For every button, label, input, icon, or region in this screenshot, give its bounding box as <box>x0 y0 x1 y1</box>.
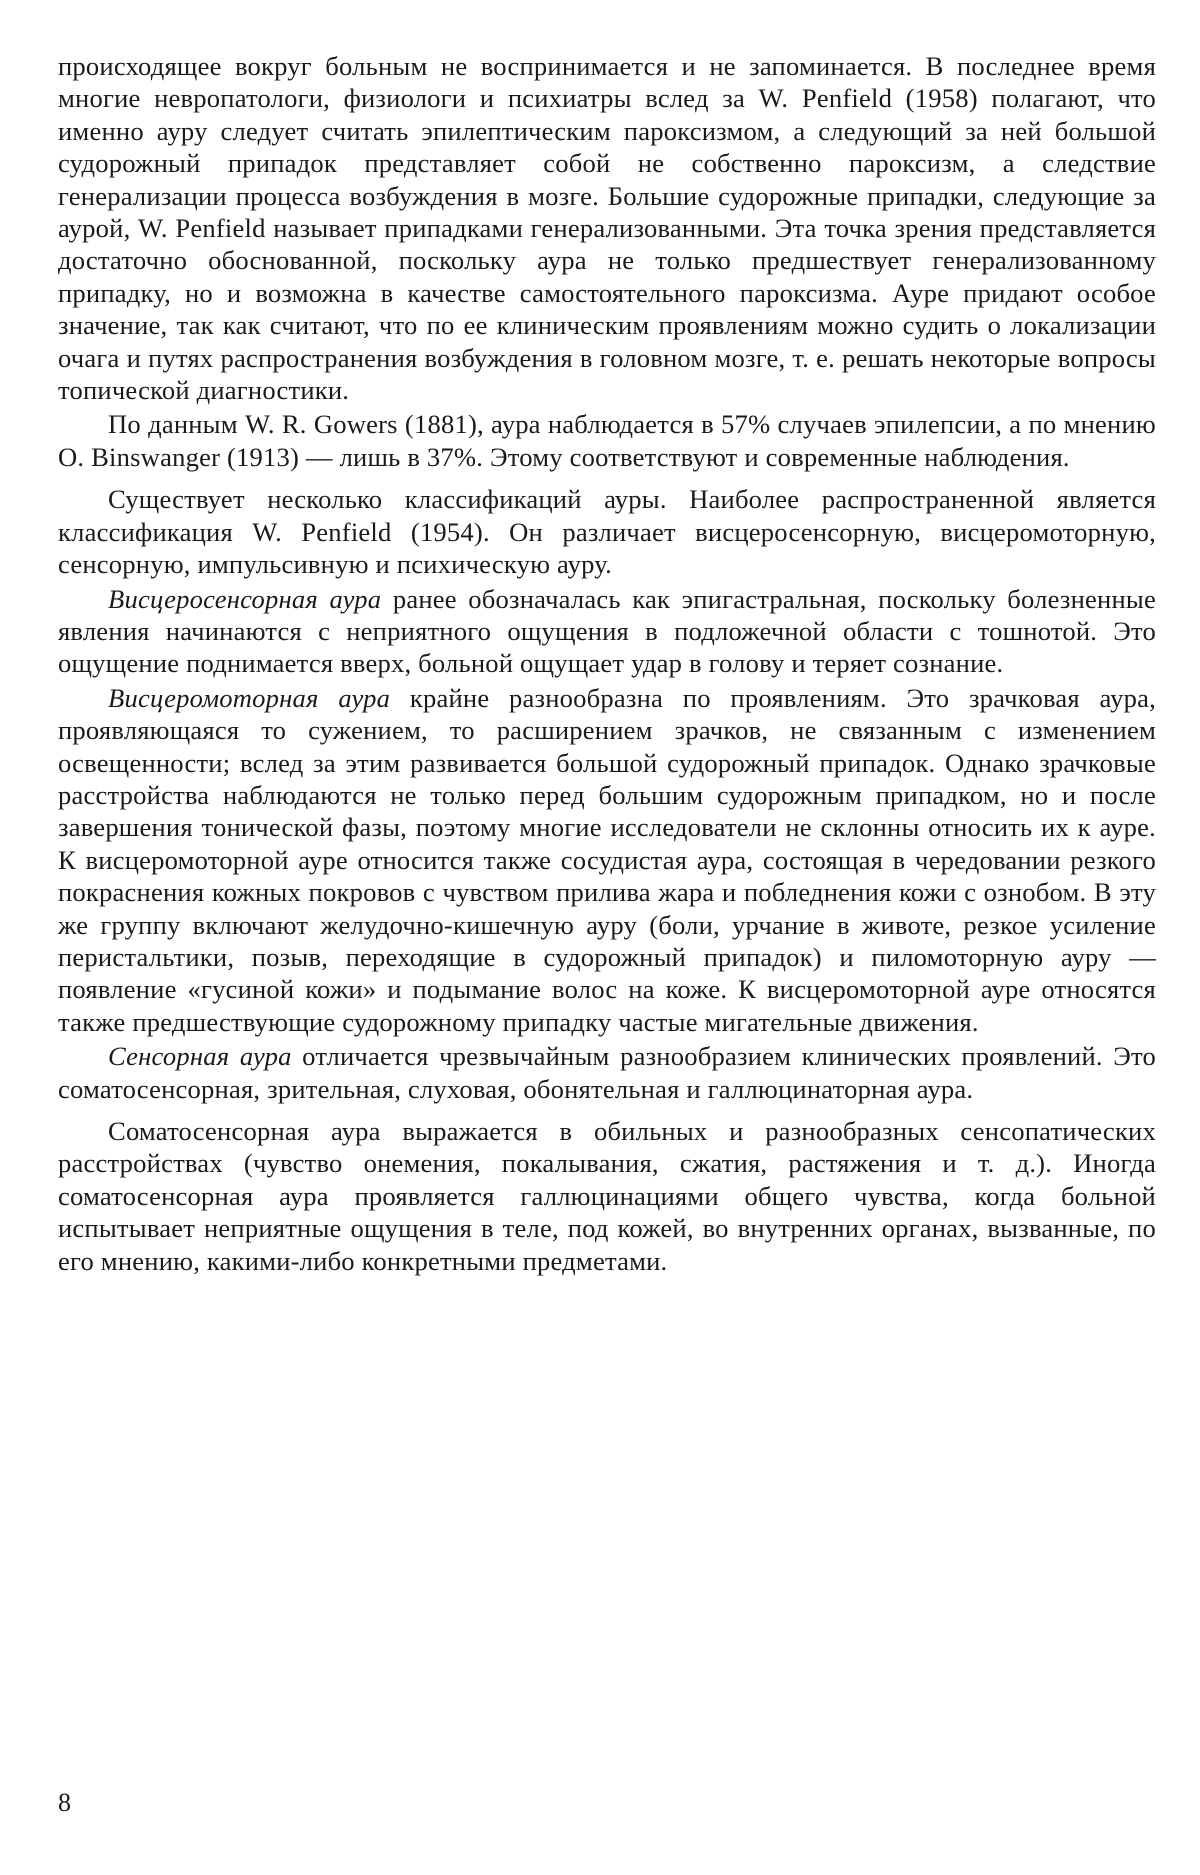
paragraph-term: Висцеросенсорная аура <box>108 583 382 614</box>
page-body-text <box>58 50 1156 1279</box>
paragraph-text: Существует несколько классификаций ауры. Наиболее распространенной является классификация W. Penfield (1954). Он различает висцеросенсорную, висцеромоторную, сенсорную, импульсивную и психическую ауру. <box>58 484 1156 580</box>
paragraph-text: происходящее вокруг больным не воспринимается и не запоминается. В последнее время многие невропатологи, физиологи и психиатры вслед за W. Penfield (1958) полагают, что именно ауру следует считать эпилептическим пароксизмом, а следующий за ней большой судорожный припадок представляет собой не собственно пароксизм, а следствие генерализации процесса возбуждения в мозге. Большие судорожные припадки, следующие за аурой, W. Penfield называет припадками генерализованными. Эта точка зрения представляется достаточно обоснованной, поскольку аура не только предшествует генерализованному припадку, но и возможна в качестве самостоятельного пароксизма. Ауре придают особое значение, так как считают, что по ее клиническим проявлениям можно судить о локализации очага и путях распространения возбуждения в головном мозге, т. е. решать некоторые вопросы топической диагностики. <box>58 51 1156 406</box>
paragraph <box>58 50 1156 406</box>
paragraph <box>58 483 1156 580</box>
paragraph-text: отличается чрезвычайным разнообразием клинических проявлений. Это соматосенсорная, зрительная, слуховая, обонятельная и галлюцинаторная аура. <box>58 1041 1156 1104</box>
paragraph <box>58 1040 1156 1105</box>
paragraph-text: По данным W. R. Gowers (1881), аура наблюдается в 57% случаев эпилепсии, а по мнению O. Binswanger (1913) — лишь в 37%. Этому соответствуют и современные наблюдения. <box>58 409 1156 472</box>
paragraph-text: крайне разнообразна по проявлениям. Это зрачковая аура, проявляющаяся то сужением, то расширением зрачков, не связанным с изменением освещенности; вслед за этим развивается большой судорожный припадок. Однако зрачковые расстройства наблюдаются не только перед большим судорожным припадком, но и после завершения тонической фазы, поэтому многие исследователи не склонны относить их к ауре. К висцеромоторной ауре относится также сосудистая аура, состоящая в чередовании резкого покраснения кожных покровов с чувством прилива жара и побледнения кожи с ознобом. В эту же группу включают желудочно-кишечную ауру (боли, урчание в животе, резкое усиление перистальтики, позыв, переходящие в судорожный припадок) и пиломоторную ауру — появление «гусиной кожи» и подымание волос на коже. К висцеромоторной ауре относятся также предшествующие судорожному припадку частые мигательные движения. <box>58 682 1157 1037</box>
paragraph <box>58 408 1156 473</box>
paragraph-term: Сенсорная аура <box>108 1041 292 1072</box>
paragraph-text: Соматосенсорная аура выражается в обильных и разнообразных сенсопатических расстройствах (чувство онемения, покалывания, сжатия, растяжения и т. д.). Иногда соматосенсорная аура проявляется галлюцинациями общего чувства, когда больной испытывает неприятные ощущения в теле, под кожей, во внутренних органах, вызванные, по его мнению, какими-либо конкретными предметами. <box>58 1116 1156 1276</box>
page-number: 8 <box>58 1788 71 1817</box>
paragraph-term: Висцеромоторная аура <box>108 682 391 713</box>
paragraph <box>58 1115 1156 1277</box>
paragraph <box>58 583 1156 680</box>
paragraph-text: ранее обозначалась как эпигастральная, поскольку болезненные явления начинаются с неприятного ощущения в подложечной области с тошнотой. Это ощущение поднимается вверх, больной ощущает удар в голову и теряет сознание. <box>58 583 1156 679</box>
paragraph <box>58 682 1156 1038</box>
